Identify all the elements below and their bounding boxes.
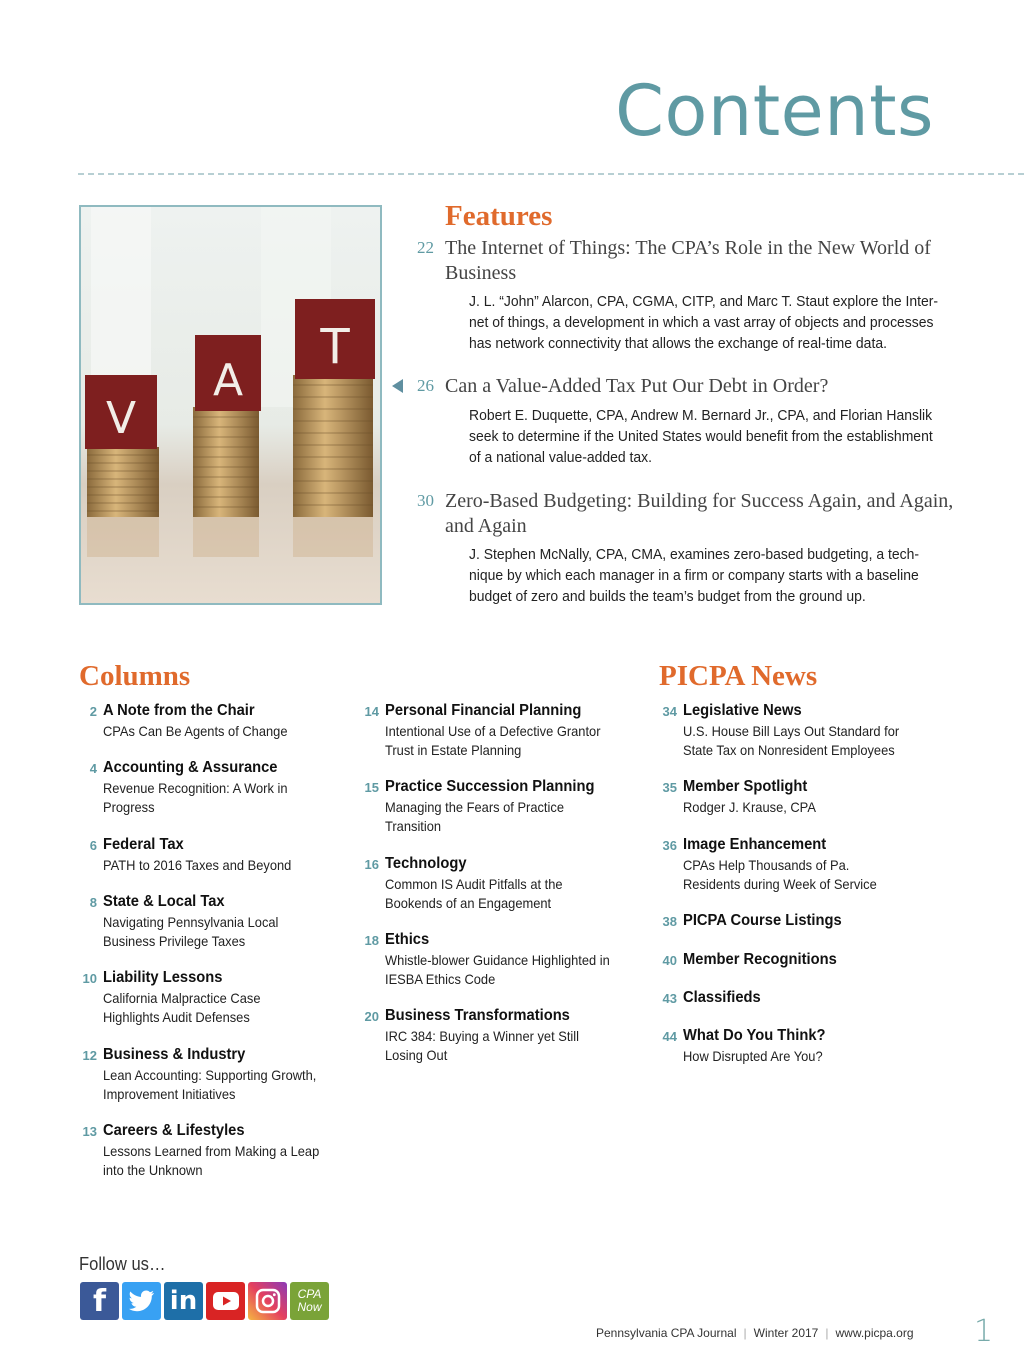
news-page-number: 40 xyxy=(662,953,677,968)
page-title: Contents xyxy=(615,70,934,152)
feature-page-number: 30 xyxy=(417,491,434,510)
column-page-number: 8 xyxy=(89,895,97,910)
news-page-number: 35 xyxy=(662,780,677,795)
column-name[interactable]: Business & Industry xyxy=(103,1046,246,1063)
news-page-number: 38 xyxy=(662,914,677,929)
news-page-number: 43 xyxy=(662,991,677,1006)
column-subtitle: Whistle-blower Guidance Highlighted in IESBA Ethics Code xyxy=(385,952,610,987)
news-name[interactable]: PICPA Course Listings xyxy=(683,912,842,929)
column-page-number: 14 xyxy=(364,704,379,719)
column-name[interactable]: Ethics xyxy=(385,931,430,948)
news-subtitle: U.S. House Bill Lays Out Standard for State Tax on Nonresident Employees xyxy=(683,723,900,758)
column-subtitle: Common IS Audit Pitfalls at the Bookends of an Engagement xyxy=(385,876,563,911)
news-name[interactable]: Member Spotlight xyxy=(683,778,808,795)
column-page-number: 2 xyxy=(89,704,97,719)
follow-us-label: Follow us… xyxy=(79,1254,166,1274)
cpa-now-line2: Now xyxy=(297,1300,322,1314)
picpa-news-heading: PICPA News xyxy=(659,660,818,692)
twitter-icon[interactable] xyxy=(122,1282,161,1320)
footer-publication: Pennsylvania CPA Journal xyxy=(596,1326,737,1340)
column-page-number: 10 xyxy=(82,971,97,986)
footer-issue: Winter 2017 xyxy=(753,1326,819,1340)
news-subtitle: How Disrupted Are You? xyxy=(683,1048,823,1064)
column-name[interactable]: Technology xyxy=(385,855,467,872)
column-name[interactable]: Federal Tax xyxy=(103,836,184,853)
feature-title[interactable]: Can a Value-Added Tax Put Our Debt in Order? xyxy=(445,375,829,397)
column-page-number: 16 xyxy=(364,857,379,872)
page-number: 1 xyxy=(974,1314,994,1349)
column-subtitle: IRC 384: Buying a Winner yet Still Losing Out xyxy=(385,1028,580,1063)
social-icons xyxy=(80,1282,329,1320)
feature-description: J. L. “John” Alarcon, CPA, CGMA, CITP, and Marc T. Staut explore the Inter-net of things, a development in which a vast array of objects and processes has network connectivity that allows the exchange of real-time data. xyxy=(469,293,939,352)
news-name[interactable]: Member Recognitions xyxy=(683,951,837,968)
column-subtitle: Revenue Recognition: A Work in Progress xyxy=(103,780,288,815)
column-subtitle: PATH to 2016 Taxes and Beyond xyxy=(103,857,292,873)
page-footer: Pennsylvania CPA Journal | Winter 2017 | www.picpa.org xyxy=(596,1326,914,1340)
column-name[interactable]: Business Transformations xyxy=(385,1007,570,1024)
column-subtitle: Navigating Pennsylvania Local Business Privilege Taxes xyxy=(103,914,279,949)
column-page-number: 20 xyxy=(364,1009,379,1024)
instagram-icon[interactable] xyxy=(248,1282,287,1320)
news-name[interactable]: What Do You Think? xyxy=(683,1027,826,1044)
dashed-divider xyxy=(78,173,1024,175)
column-subtitle: Lean Accounting: Supporting Growth, Improvement Initiatives xyxy=(103,1067,317,1102)
column-page-number: 4 xyxy=(89,761,97,776)
news-page-number: 34 xyxy=(662,704,677,719)
news-name[interactable]: Legislative News xyxy=(683,702,802,719)
column-name[interactable]: Practice Succession Planning xyxy=(385,778,595,795)
column-name[interactable]: Careers & Lifestyles xyxy=(103,1122,245,1139)
columns-heading: Columns xyxy=(79,660,191,692)
column-subtitle: Managing the Fears of Practice Transition xyxy=(385,799,564,834)
column-name[interactable]: Liability Lessons xyxy=(103,969,223,986)
news-page-number: 36 xyxy=(662,838,677,853)
news-name[interactable]: Image Enhancement xyxy=(683,836,827,853)
column-subtitle: Intentional Use of a Defective Grantor Trust in Estate Planning xyxy=(385,723,601,758)
feature-description: Robert E. Duquette, CPA, Andrew M. Bernard Jr., CPA, and Florian Hanslik seek to determine if the United States would benefit from the establishment of a national value-added tax. xyxy=(469,407,933,466)
facebook-icon[interactable]: f xyxy=(80,1282,119,1320)
vat-photo xyxy=(79,205,382,605)
cpa-now-icon[interactable] xyxy=(290,1282,329,1320)
column-subtitle: CPAs Can Be Agents of Change xyxy=(103,723,288,739)
column-name[interactable]: Accounting & Assurance xyxy=(103,759,278,776)
news-page-number: 44 xyxy=(662,1029,677,1044)
column-page-number: 12 xyxy=(82,1048,97,1063)
youtube-icon[interactable] xyxy=(206,1282,245,1320)
column-subtitle: Lessons Learned from Making a Leap into the Unknown xyxy=(103,1143,320,1178)
feature-page-number: 22 xyxy=(417,238,434,257)
cpa-now-line1: CPA xyxy=(297,1287,322,1301)
tile-letter: T xyxy=(320,319,350,375)
column-name[interactable]: State & Local Tax xyxy=(103,893,225,910)
linkedin-icon[interactable]: in xyxy=(164,1282,203,1320)
news-subtitle: Rodger J. Krause, CPA xyxy=(683,799,816,815)
feature-description: J. Stephen McNally, CPA, CMA, examines zero-based budgeting, a tech-nique by which each manager in a firm or company starts with a baseline budget of zero and builds the team’s budget from the ground up. xyxy=(469,546,919,605)
column-page-number: 6 xyxy=(89,838,97,853)
tile-letter: V xyxy=(105,393,137,444)
tile-letter: A xyxy=(212,355,244,406)
column-name[interactable]: A Note from the Chair xyxy=(103,702,255,719)
column-subtitle: California Malpractice Case Highlights Audit Defenses xyxy=(103,990,261,1025)
column-page-number: 18 xyxy=(364,933,379,948)
news-name[interactable]: Classifieds xyxy=(683,989,761,1006)
feature-page-number: 26 xyxy=(417,376,434,395)
feature-title[interactable]: The Internet of Things: The CPA’s Role in the New World of Business xyxy=(445,237,931,284)
news-subtitle: CPAs Help Thousands of Pa. Residents during Week of Service xyxy=(683,857,877,892)
feature-title[interactable]: Zero-Based Budgeting: Building for Success Again, and Again, and Again xyxy=(445,490,954,537)
column-name[interactable]: Personal Financial Planning xyxy=(385,702,582,719)
features-heading: Features xyxy=(445,200,553,232)
column-page-number: 15 xyxy=(364,780,379,795)
footer-url[interactable]: www.picpa.org xyxy=(835,1326,914,1340)
column-page-number: 13 xyxy=(82,1124,97,1139)
